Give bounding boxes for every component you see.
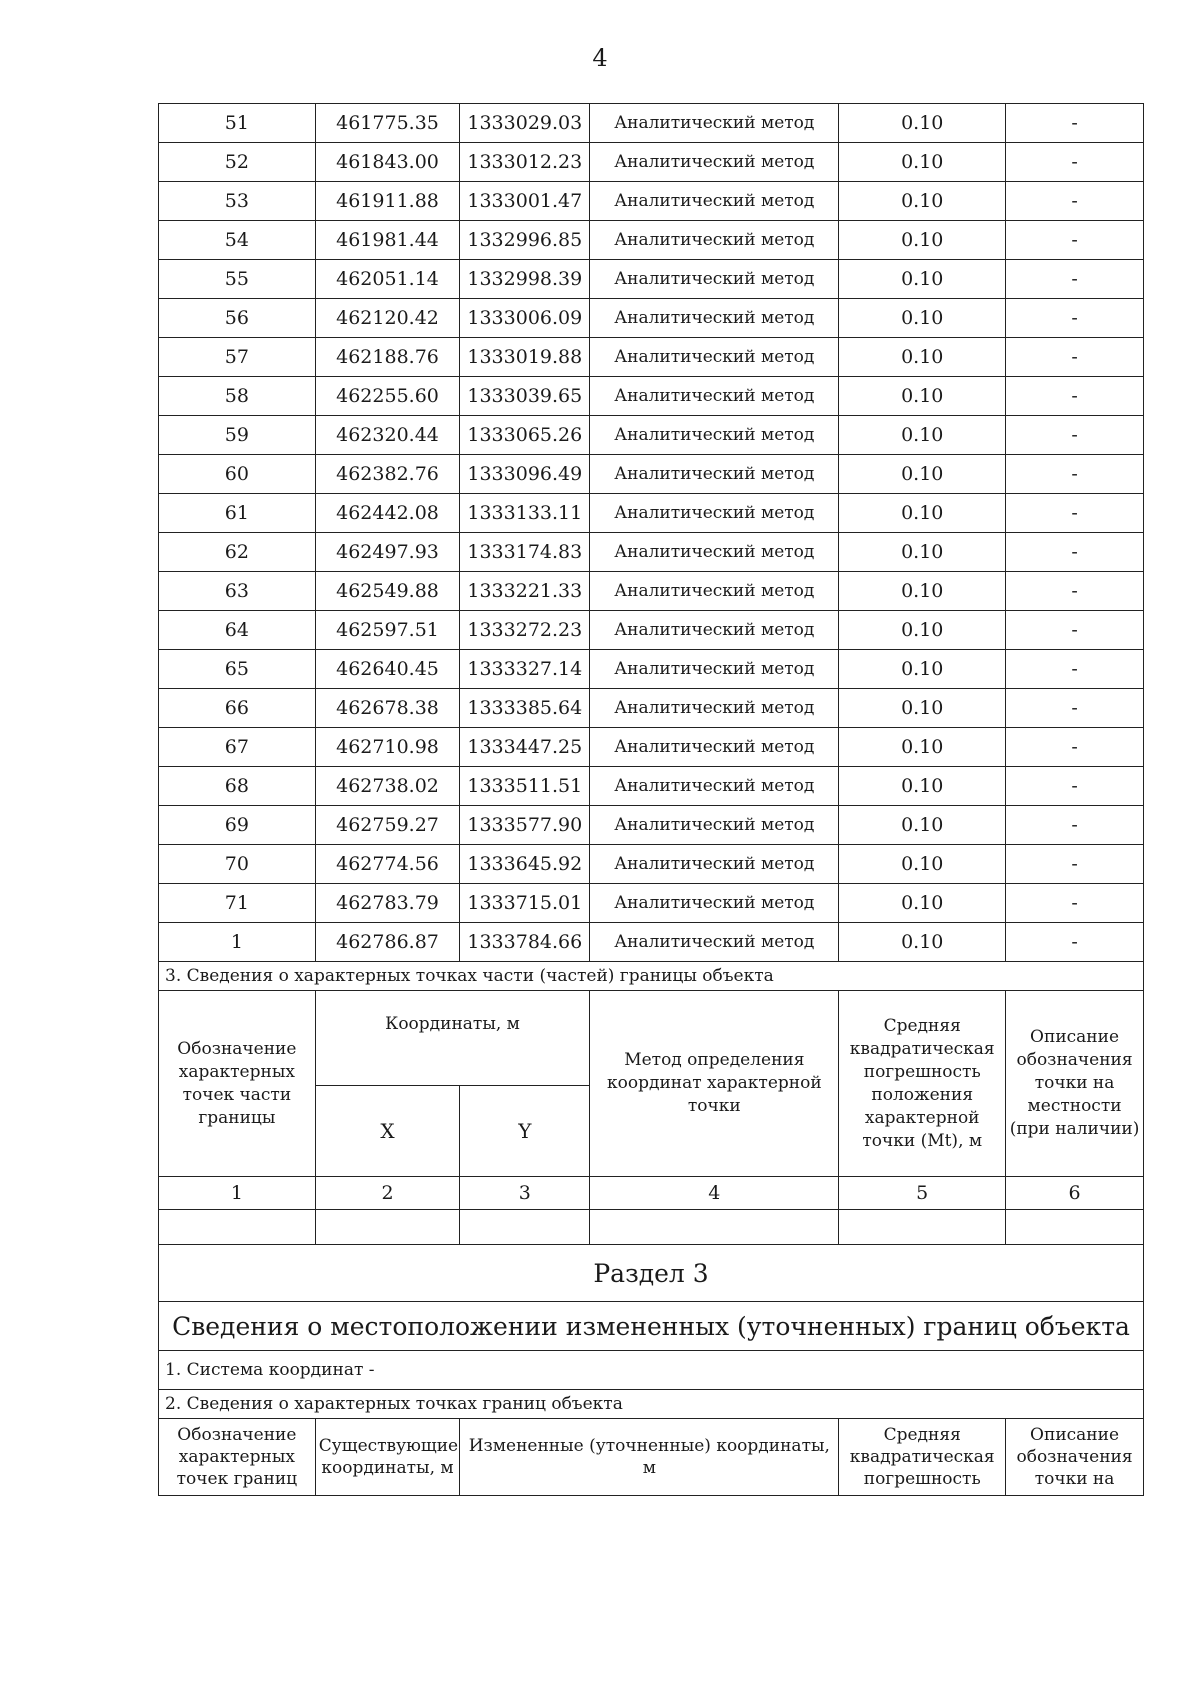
table-row <box>159 455 1144 494</box>
table-row <box>159 767 1144 806</box>
mean-error-cell: 0.10 <box>839 533 1006 572</box>
mean-error-cell: 0.10 <box>839 416 1006 455</box>
table-row <box>159 884 1144 923</box>
column-number: 2 <box>315 1177 460 1210</box>
point-number-cell: 67 <box>159 728 316 767</box>
method-cell: Аналитический метод <box>590 299 839 338</box>
column-number: 4 <box>590 1177 839 1210</box>
point-number-cell: 70 <box>159 845 316 884</box>
page-number: 4 <box>592 44 608 72</box>
method-cell: Аналитический метод <box>590 884 839 923</box>
description-cell: - <box>1006 689 1144 728</box>
x-coordinate-cell: 462382.76 <box>315 455 460 494</box>
y-coordinate-cell: 1333272.23 <box>460 611 590 650</box>
table-row <box>159 806 1144 845</box>
point-number-cell: 52 <box>159 143 316 182</box>
empty-cell <box>159 1210 316 1245</box>
table-row <box>159 689 1144 728</box>
x-coordinate-cell: 462786.87 <box>315 923 460 962</box>
mean-error-cell: 0.10 <box>839 767 1006 806</box>
x-coordinate-cell: 461911.88 <box>315 182 460 221</box>
empty-row <box>159 1210 1144 1245</box>
description-cell: - <box>1006 611 1144 650</box>
method-cell: Аналитический метод <box>590 611 839 650</box>
mean-error-cell: 0.10 <box>839 728 1006 767</box>
method-cell: Аналитический метод <box>590 260 839 299</box>
table-row <box>159 923 1144 962</box>
y-coordinate-cell: 1333065.26 <box>460 416 590 455</box>
point-number-cell: 58 <box>159 377 316 416</box>
method-cell: Аналитический метод <box>590 806 839 845</box>
point-number-cell: 63 <box>159 572 316 611</box>
y-coordinate-cell: 1333174.83 <box>460 533 590 572</box>
x-coordinate-cell: 462738.02 <box>315 767 460 806</box>
y-coordinate-cell: 1333385.64 <box>460 689 590 728</box>
x-coordinate-cell: 462710.98 <box>315 728 460 767</box>
y-coordinate-cell: 1333327.14 <box>460 650 590 689</box>
header-changed-coordinates: Измененные (уточненные) координаты, м <box>460 1419 839 1496</box>
table-row <box>159 377 1144 416</box>
y-coordinate-cell: 1333511.51 <box>460 767 590 806</box>
point-number-cell: 71 <box>159 884 316 923</box>
column-numbers-row <box>159 1177 1144 1210</box>
y-coordinate-cell: 1333645.92 <box>460 845 590 884</box>
point-number-cell: 55 <box>159 260 316 299</box>
x-coordinate-cell: 462774.56 <box>315 845 460 884</box>
description-cell: - <box>1006 455 1144 494</box>
description-cell: - <box>1006 104 1144 143</box>
header-description: Описание обозначения точки на местности (при наличии) <box>1006 991 1144 1177</box>
mean-error-cell: 0.10 <box>839 182 1006 221</box>
header-mean-error: Средняя квадратическая погрешность <box>839 1419 1006 1496</box>
mean-error-cell: 0.10 <box>839 806 1006 845</box>
x-coordinate-cell: 462497.93 <box>315 533 460 572</box>
x-coordinate-cell: 462783.79 <box>315 884 460 923</box>
y-coordinate-cell: 1333006.09 <box>460 299 590 338</box>
table-row <box>159 260 1144 299</box>
y-coordinate-cell: 1333096.49 <box>460 455 590 494</box>
method-cell: Аналитический метод <box>590 143 839 182</box>
table-row <box>159 572 1144 611</box>
description-cell: - <box>1006 572 1144 611</box>
mean-error-cell: 0.10 <box>839 572 1006 611</box>
point-number-cell: 69 <box>159 806 316 845</box>
section3 <box>159 1245 1144 1496</box>
mean-error-cell: 0.10 <box>839 377 1006 416</box>
point-number-cell: 51 <box>159 104 316 143</box>
table-row <box>159 104 1144 143</box>
y-coordinate-cell: 1333715.01 <box>460 884 590 923</box>
x-coordinate-cell: 461981.44 <box>315 221 460 260</box>
y-coordinate-cell: 1332998.39 <box>460 260 590 299</box>
point-number-cell: 68 <box>159 767 316 806</box>
method-cell: Аналитический метод <box>590 338 839 377</box>
empty-cell <box>590 1210 839 1245</box>
description-cell: - <box>1006 260 1144 299</box>
method-cell: Аналитический метод <box>590 494 839 533</box>
header-x: X <box>315 1086 460 1177</box>
x-coordinate-cell: 461775.35 <box>315 104 460 143</box>
method-cell: Аналитический метод <box>590 650 839 689</box>
mean-error-cell: 0.10 <box>839 143 1006 182</box>
description-cell: - <box>1006 143 1144 182</box>
table-row <box>159 845 1144 884</box>
method-cell: Аналитический метод <box>590 689 839 728</box>
empty-cell <box>1006 1210 1144 1245</box>
mean-error-cell: 0.10 <box>839 260 1006 299</box>
point-number-cell: 53 <box>159 182 316 221</box>
description-cell: - <box>1006 533 1144 572</box>
description-cell: - <box>1006 845 1144 884</box>
mean-error-cell: 0.10 <box>839 494 1006 533</box>
mean-error-cell: 0.10 <box>839 884 1006 923</box>
point-number-cell: 66 <box>159 689 316 728</box>
header-existing-coordinates: Существующие координаты, м <box>315 1419 460 1496</box>
y-coordinate-cell: 1333133.11 <box>460 494 590 533</box>
mean-error-cell: 0.10 <box>839 221 1006 260</box>
method-cell: Аналитический метод <box>590 416 839 455</box>
description-cell: - <box>1006 923 1144 962</box>
points-table-body <box>159 104 1144 962</box>
section3-heading: Сведения о местоположении измененных (уточненных) границ объекта <box>159 1302 1144 1351</box>
y-coordinate-cell: 1333039.65 <box>460 377 590 416</box>
column-number: 6 <box>1006 1177 1144 1210</box>
header-point-designation: Обозначение характерных точек границ <box>159 1419 316 1496</box>
method-cell: Аналитический метод <box>590 533 839 572</box>
header-description: Описание обозначения точки на <box>1006 1419 1144 1496</box>
x-coordinate-cell: 461843.00 <box>315 143 460 182</box>
x-coordinate-cell: 462320.44 <box>315 416 460 455</box>
mean-error-cell: 0.10 <box>839 338 1006 377</box>
point-number-cell: 61 <box>159 494 316 533</box>
empty-cell <box>839 1210 1006 1245</box>
x-coordinate-cell: 462759.27 <box>315 806 460 845</box>
mean-error-cell: 0.10 <box>839 455 1006 494</box>
point-number-cell: 56 <box>159 299 316 338</box>
description-cell: - <box>1006 182 1144 221</box>
method-cell: Аналитический метод <box>590 767 839 806</box>
description-cell: - <box>1006 650 1144 689</box>
table-row <box>159 416 1144 455</box>
table-row <box>159 143 1144 182</box>
x-coordinate-cell: 462597.51 <box>315 611 460 650</box>
header-point-designation: Обозначение характерных точек части границы <box>159 991 316 1177</box>
point-number-cell: 57 <box>159 338 316 377</box>
mean-error-cell: 0.10 <box>839 923 1006 962</box>
table-row <box>159 221 1144 260</box>
point-number-cell: 59 <box>159 416 316 455</box>
table-row <box>159 611 1144 650</box>
mean-error-cell: 0.10 <box>839 689 1006 728</box>
point-number-cell: 65 <box>159 650 316 689</box>
part3-caption: 3. Сведения о характерных точках части (частей) границы объекта <box>159 962 1144 991</box>
description-cell: - <box>1006 416 1144 455</box>
part3-section <box>159 962 1144 1245</box>
x-coordinate-cell: 462549.88 <box>315 572 460 611</box>
method-cell: Аналитический метод <box>590 728 839 767</box>
header-coordinates: Координаты, м <box>315 991 590 1086</box>
x-coordinate-cell: 462640.45 <box>315 650 460 689</box>
y-coordinate-cell: 1333012.23 <box>460 143 590 182</box>
method-cell: Аналитический метод <box>590 221 839 260</box>
column-number: 5 <box>839 1177 1006 1210</box>
empty-cell <box>315 1210 460 1245</box>
y-coordinate-cell: 1333019.88 <box>460 338 590 377</box>
table-row <box>159 494 1144 533</box>
empty-cell <box>460 1210 590 1245</box>
table-row <box>159 299 1144 338</box>
method-cell: Аналитический метод <box>590 377 839 416</box>
section3-points-caption: 2. Сведения о характерных точках границ объекта <box>159 1390 1144 1419</box>
method-cell: Аналитический метод <box>590 923 839 962</box>
description-cell: - <box>1006 377 1144 416</box>
description-cell: - <box>1006 728 1144 767</box>
point-number-cell: 1 <box>159 923 316 962</box>
y-coordinate-cell: 1333447.25 <box>460 728 590 767</box>
y-coordinate-cell: 1333577.90 <box>460 806 590 845</box>
description-cell: - <box>1006 806 1144 845</box>
section3-title: Раздел 3 <box>159 1245 1144 1302</box>
column-number: 1 <box>159 1177 316 1210</box>
header-mean-error: Средняя квадратическая погрешность положения характерной точки (Mt), м <box>839 991 1006 1177</box>
mean-error-cell: 0.10 <box>839 845 1006 884</box>
coordinate-system-line: 1. Система координат - <box>159 1351 1144 1390</box>
table-row <box>159 728 1144 767</box>
mean-error-cell: 0.10 <box>839 299 1006 338</box>
mean-error-cell: 0.10 <box>839 611 1006 650</box>
x-coordinate-cell: 462051.14 <box>315 260 460 299</box>
x-coordinate-cell: 462188.76 <box>315 338 460 377</box>
description-cell: - <box>1006 338 1144 377</box>
point-number-cell: 62 <box>159 533 316 572</box>
header-y: Y <box>460 1086 590 1177</box>
y-coordinate-cell: 1333029.03 <box>460 104 590 143</box>
method-cell: Аналитический метод <box>590 572 839 611</box>
y-coordinate-cell: 1333784.66 <box>460 923 590 962</box>
table-row <box>159 650 1144 689</box>
table-row <box>159 533 1144 572</box>
column-number: 3 <box>460 1177 590 1210</box>
description-cell: - <box>1006 494 1144 533</box>
point-number-cell: 64 <box>159 611 316 650</box>
y-coordinate-cell: 1332996.85 <box>460 221 590 260</box>
table-row <box>159 338 1144 377</box>
mean-error-cell: 0.10 <box>839 104 1006 143</box>
mean-error-cell: 0.10 <box>839 650 1006 689</box>
point-number-cell: 54 <box>159 221 316 260</box>
y-coordinate-cell: 1333001.47 <box>460 182 590 221</box>
x-coordinate-cell: 462678.38 <box>315 689 460 728</box>
description-cell: - <box>1006 299 1144 338</box>
x-coordinate-cell: 462120.42 <box>315 299 460 338</box>
description-cell: - <box>1006 884 1144 923</box>
x-coordinate-cell: 462442.08 <box>315 494 460 533</box>
table-row <box>159 182 1144 221</box>
method-cell: Аналитический метод <box>590 455 839 494</box>
method-cell: Аналитический метод <box>590 104 839 143</box>
header-method: Метод определения координат характерной точки <box>590 991 839 1177</box>
boundary-points-table <box>158 103 1144 1496</box>
description-cell: - <box>1006 221 1144 260</box>
description-cell: - <box>1006 767 1144 806</box>
method-cell: Аналитический метод <box>590 845 839 884</box>
y-coordinate-cell: 1333221.33 <box>460 572 590 611</box>
point-number-cell: 60 <box>159 455 316 494</box>
method-cell: Аналитический метод <box>590 182 839 221</box>
x-coordinate-cell: 462255.60 <box>315 377 460 416</box>
